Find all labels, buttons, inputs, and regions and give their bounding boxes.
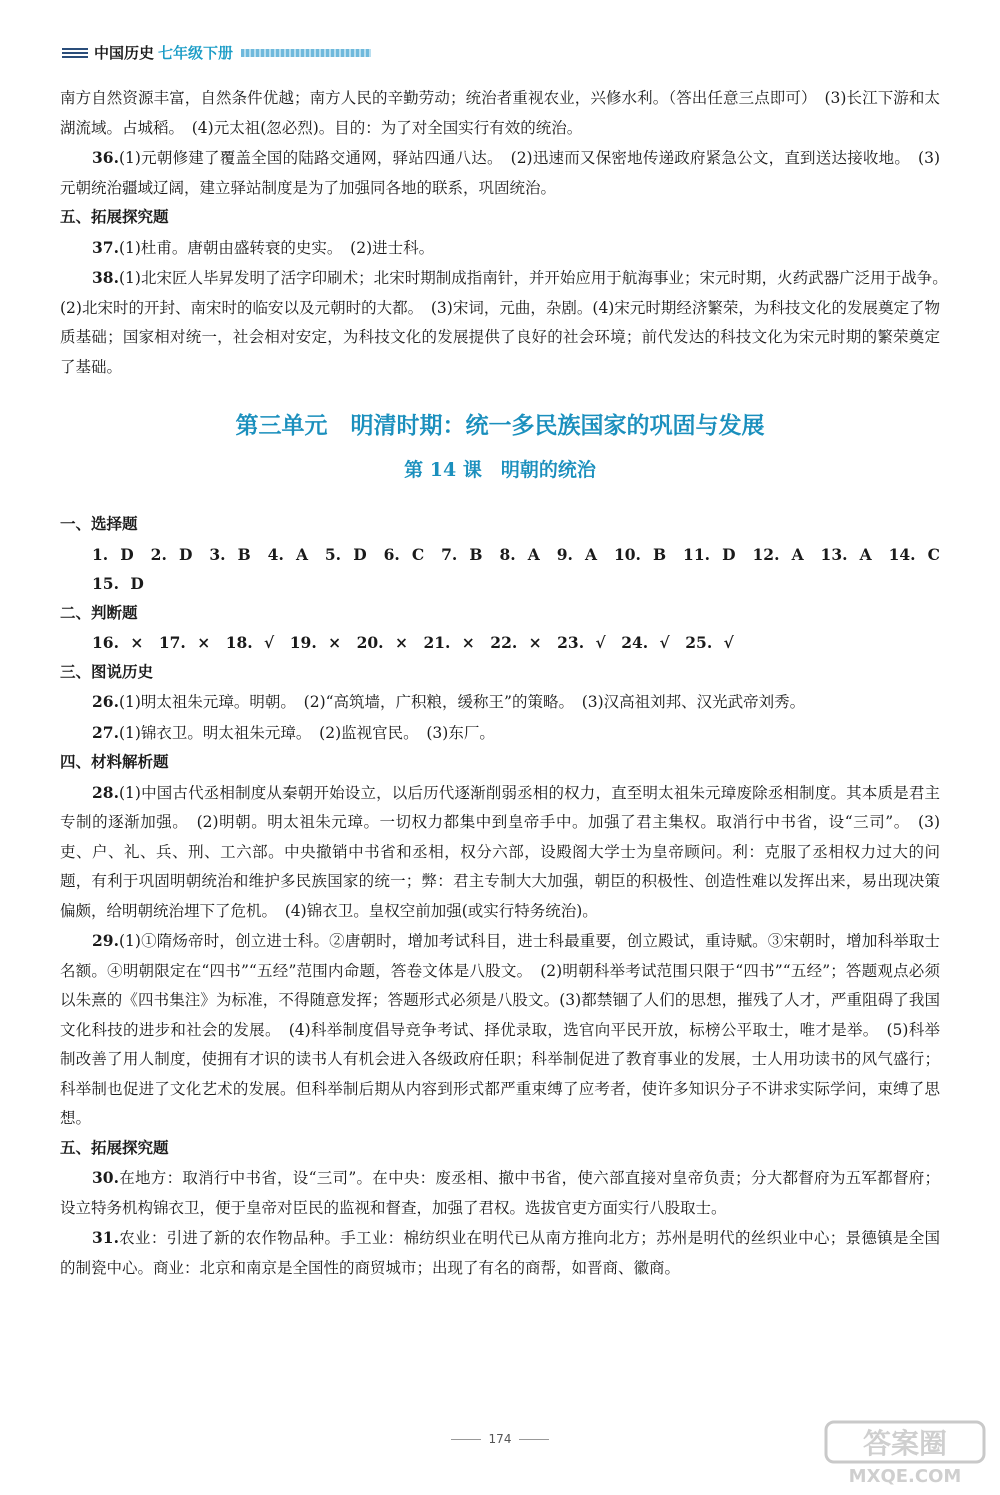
page-number-rule xyxy=(519,1439,549,1440)
answer-38 xyxy=(60,263,956,382)
answer-text: (1)①隋炀帝时，创立进士科。②唐朝时，增加考试科目，进士科最重要，创立殿试，重诗赋。③宋朝时，增加科举取士名额。④明朝限定在“四书”“五经”范围内命题，答卷文体是八股文。 (2)明朝科举考试范围只限于“四书”“五经”；答题观点必须以朱熹的《四书集注》为标准，不得随意发挥；答题形式必须是八股文。(3)都禁锢了人们的思想，摧残了人才，严重阻碍了我国文化科技的进步和社会的发展。 (4)科举制度倡导竞争考试、择优录取，选官向平民开放，标榜公平取士，唯才是举。 (5)科举制改善了用人制度，使拥有才识的读书人有机会进入各级政府任职；科举制促进了教育事业的发展，士人用功读书的风气盛行；科举制也促进了文化艺术的发展。但科举制后期从内容到形式都严重束缚了应考者，使许多知识分子不讲求实际学问，束缚了思想。 xyxy=(60,932,940,1127)
answer-26 xyxy=(60,687,940,718)
answer-text: (1)明太祖朱元璋。明朝。 (2)“高筑墙，广积粮，缓称王”的策略。 (3)汉高祖刘邦、汉光武帝刘秀。 xyxy=(118,693,806,711)
lesson-title: 第 14 课 明朝的统治 xyxy=(404,459,596,481)
section-heading-extension-2: 五、拓展探究题 xyxy=(60,1138,169,1157)
answer-text: (1)元朝修建了覆盖全国的陆路交通网，驿站四通八达。 (2)迅速而又保密地传递政府紧急公文，直到送达接收地。 (3)元朝统治疆域辽阔，建立驿站制度是为了加强同各地的联系，巩固统治。 xyxy=(60,149,940,197)
header-book-title: 中国历史 xyxy=(94,44,155,62)
answer-text: (1)锦衣卫。明太祖朱元璋。 (2)监视官民。 (3)东厂。 xyxy=(118,723,495,742)
watermark-logo xyxy=(820,1418,990,1488)
header-grade: 七年级下册 xyxy=(158,44,234,62)
watermark-logo-text: 答案圈 xyxy=(862,1427,948,1460)
running-header xyxy=(62,42,371,63)
answer-text: (1)中国古代丞相制度从秦朝开始设立，以后历代逐渐削弱丞相的权力，直至明太祖朱元璋废除丞相制度。其本质是君主专制的逐渐加强。 (2)明朝。明太祖朱元璋。一切权力都集中到皇帝手中。加强了君主集权。取消行中书省，设“三司”。 (3)吏、户、礼、兵、刑、工六部。中央撤销中书省和丞相，权分六部，设殿阁大学士为皇帝顾问。利：克服了丞相权力过大的问题，有利于巩固明朝统治和维护多民族国家的统一；弊：君主专制大大加强，朝臣的积极性、创造性难以发挥出来，易出现决策偏颇，给明朝统治埋下了危机。 (4)锦衣卫。皇权空前加强(或实行特务统治)。 xyxy=(60,783,940,920)
answer-31 xyxy=(60,1223,940,1283)
choice-answers: 1. D 2. D 3. B 4. A 5. D 6. C 7. B 8. A 9. A 10. B 11. D 12. A 13. A 14. C 15. D xyxy=(92,544,956,593)
watermark-url: MXQE.COM xyxy=(848,1466,962,1487)
section-heading-picture: 三、图说历史 xyxy=(60,662,154,681)
continued-answer: 南方自然资源丰富，自然条件优越；南方人民的辛勤劳动；统治者重视农业，兴修水利。（答出任意三点即可） (3)长江下游和太湖流域。占城稻。 (4)元太祖(忽必烈)。目的：为了对全国实行有效的统治。 xyxy=(60,89,940,137)
page-number-rule xyxy=(451,1439,481,1440)
section-heading-material: 四、材料解析题 xyxy=(60,753,169,771)
answer-text: (1)杜甫。唐朝由盛转衰的史实。 (2)进士科。 xyxy=(118,238,435,257)
header-decoration xyxy=(241,49,371,57)
answer-36 xyxy=(60,143,940,203)
question-number: 31. xyxy=(92,1228,119,1247)
page-number-text: 174 xyxy=(488,1432,512,1446)
question-number: 36. xyxy=(92,148,119,167)
question-number: 26. xyxy=(92,692,119,711)
page-content xyxy=(60,84,956,1283)
answer-30 xyxy=(60,1163,940,1223)
answer-37 xyxy=(60,233,940,264)
question-number: 29. xyxy=(92,931,119,950)
question-number: 27. xyxy=(92,722,119,742)
answer-text: 在地方：取消行中书省，设“三司”。在中央：废丞相、撤中书省，使六部直接对皇帝负责；分大都督府为五军都督府；设立特务机构锦衣卫，便于皇帝对臣民的监视和督查，加强了君权。选拔官吏方面实行八股取士。 xyxy=(60,1169,940,1217)
answer-29 xyxy=(60,926,940,1134)
section-heading-extension: 五、拓展探究题 xyxy=(60,208,169,226)
header-bars-icon xyxy=(62,48,88,58)
answer-text: (1)北宋匠人毕昇发明了活字印刷术；北宋时期制成指南针，并开始应用于航海事业；宋元时期，火药武器广泛用于战争。 (2)北宋时的开封、南宋时的临安以及元朝时的大都。 (3)宋词，元曲，杂剧。(4)宋元时期经济繁荣，为科技文化的发展奠定了物质基础；国家相对统一，社会相对安定，为科技文化的发展提供了良好的社会环境；前代发达的科技文化为宋元时期的繁荣奠定了基础。 xyxy=(60,269,956,376)
answer-28 xyxy=(60,778,940,927)
answer-27 xyxy=(60,718,940,749)
judgment-answers: 16. × 17. × 18. √ 19. × 20. × 21. × 22. × 23. √ 24. √ 25. √ xyxy=(92,633,734,652)
section-heading-judgment: 二、判断题 xyxy=(60,603,138,622)
answer-text: 农业：引进了新的农作物品种。手工业：棉纺织业在明代已从南方推向北方；苏州是明代的丝织业中心；景德镇是全国的制瓷中心。商业：北京和南京是全国性的商贸城市；出现了有名的商帮，如晋商、徽商。 xyxy=(60,1229,940,1277)
question-number: 38. xyxy=(92,268,119,287)
question-number: 28. xyxy=(92,782,119,802)
question-number: 37. xyxy=(92,237,119,257)
unit-title: 第三单元 明清时期：统一多民族国家的巩固与发展 xyxy=(235,412,765,439)
question-number: 30. xyxy=(92,1168,119,1187)
section-heading-choice: 一、选择题 xyxy=(60,515,138,533)
